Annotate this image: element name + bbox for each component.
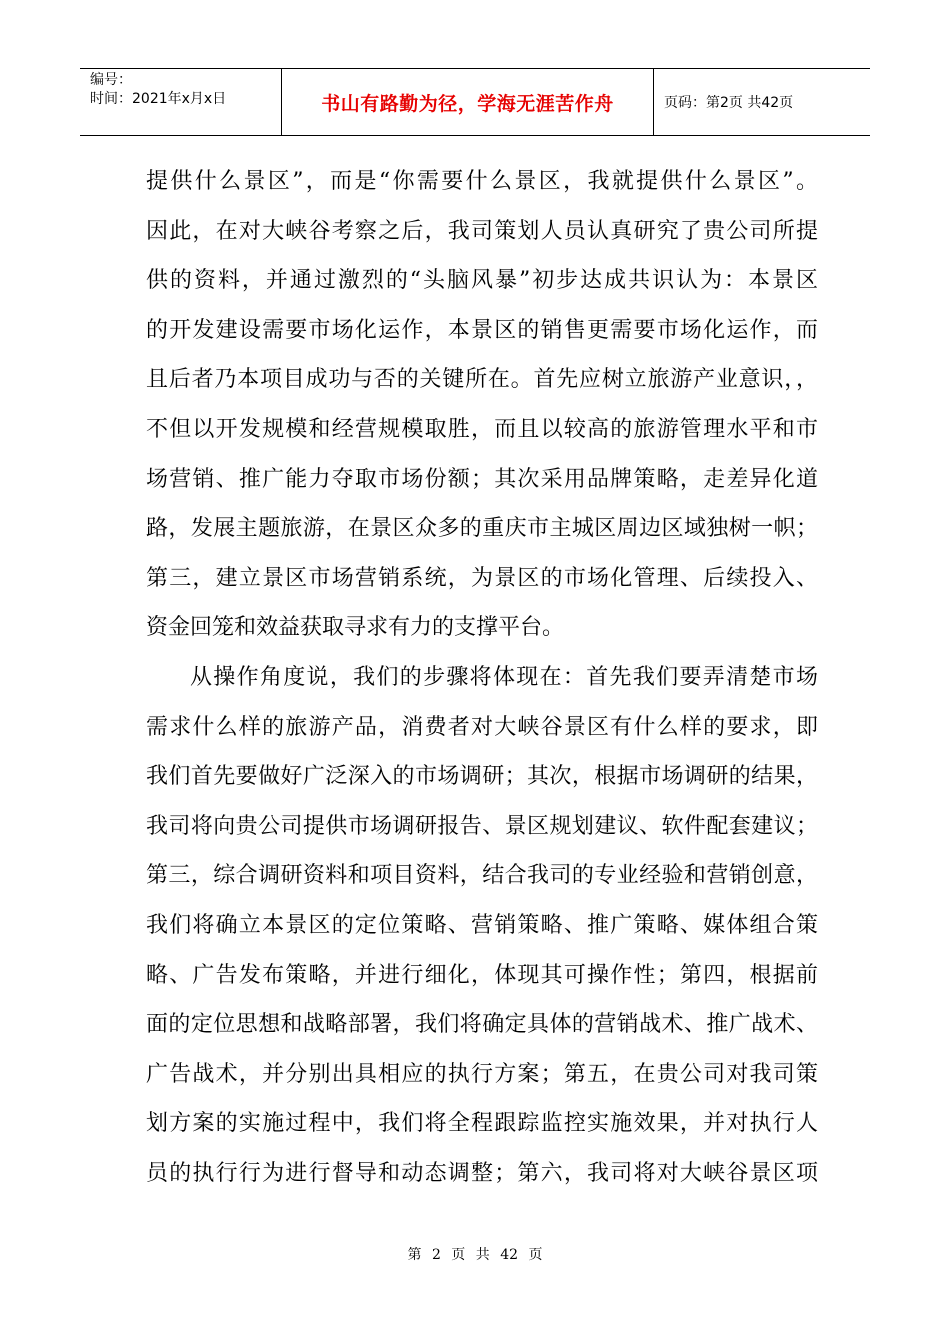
text-line: 员的执行行为进行督导和动态调整；第六，我司将对大峡谷景区项 [146,1160,818,1186]
page-info: 页码：第2页 共42页 [664,95,794,111]
text-line: 不但以开发规模和经营规模取胜，而且以较高的旅游管理水平和市 [146,416,818,442]
text-line: 我们将确立本景区的定位策略、营销策略、推广策略、媒体组合策 [146,912,818,938]
header-meta [80,69,282,135]
footer-page-number: 第 2 页 共 42 页 [407,1247,543,1263]
text-line: 需求什么样的旅游产品，消费者对大峡谷景区有什么样的要求，即 [146,714,818,740]
text-line: 的开发建设需要市场化运作，本景区的销售更需要市场化运作，而 [146,317,818,343]
text-line: 场营销、推广能力夺取市场份额；其次采用品牌策略，走差异化道 [146,466,818,492]
page-header [80,68,870,136]
text-line: 略、广告发布策略，并进行细化，体现其可操作性；第四，根据前 [146,962,818,988]
text-line: 资金回笼和效益获取寻求有力的支撑平台。 [146,615,565,641]
text-line: 因此，在对大峡谷考察之后，我司策划人员认真研究了贵公司所提 [146,218,818,244]
header-motto-cell [282,69,654,135]
text-line: 我司将向贵公司提供市场调研报告、景区规划建议、软件配套建议； [146,813,818,839]
text-line: 路，发展主题旅游，在景区众多的重庆市主城区周边区域独树一帜； [146,516,818,542]
text-line: 且后者乃本项目成功与否的关键所在。首先应树立旅游产业意识，， [146,367,818,393]
text-line: 从操作角度说，我们的步骤将体现在：首先我们要弄清楚市场 [190,664,818,690]
document-body [146,157,818,1198]
text-line: 第三，建立景区市场营销系统，为景区的市场化管理、后续投入、 [146,565,818,591]
text-line: 我们首先要做好广泛深入的市场调研；其次，根据市场调研的结果， [146,764,818,790]
text-line: 第三，综合调研资料和项目资料，结合我司的专业经验和营销创意， [146,863,818,889]
text-line: 供的资料，并通过激烈的“头脑风暴”初步达成共识认为：本景区 [146,268,818,294]
text-line: 广告战术，并分别出具相应的执行方案；第五，在贵公司对我司策 [146,1061,818,1087]
header-page-info-cell [654,69,870,135]
text-line: 面的定位思想和战略部署，我们将确定具体的营销战术、推广战术、 [146,1012,818,1038]
paragraph-1 [146,157,818,653]
paragraph-2 [146,653,818,1199]
page-footer [0,1244,950,1264]
motto-text: 书山有路勤为径，学海无涯苦作舟 [321,92,614,115]
code-label: 编号： [90,72,132,88]
date-label: 时间：2021年x月x日 [90,91,227,107]
text-line: 划方案的实施过程中，我们将全程跟踪监控实施效果，并对执行人 [146,1111,818,1137]
text-line: 提供什么景区”，而是“你需要什么景区，我就提供什么景区”。 [146,169,818,194]
